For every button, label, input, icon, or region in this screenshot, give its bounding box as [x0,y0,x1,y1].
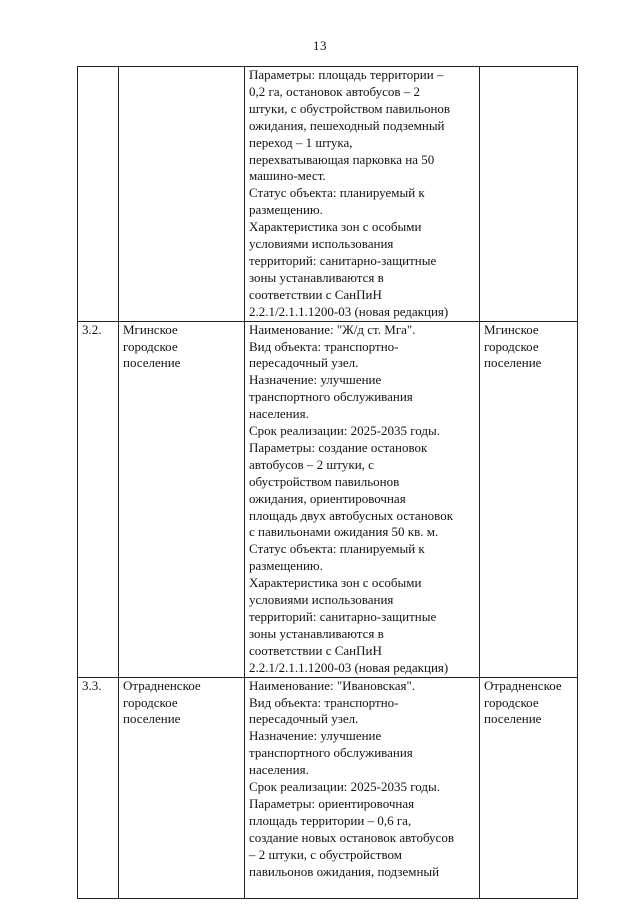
row-number-cell: 3.2. [78,321,119,677]
text-line: штуки, с обустройством павильонов [249,100,451,116]
text-line: Статус объекта: планируемый к [249,185,425,201]
text-line: Характеристика зон с особыми [249,575,422,591]
page-number: 13 [313,38,327,53]
text-line: Статус объекта: планируемый к [249,541,425,557]
text-line: пересадочный узел. [249,355,359,371]
text-line: ожидания, ориентировочная [249,490,406,506]
text-line: создание новых остановок автобусов [249,829,454,845]
text-line: соответствии с СанПиН [249,286,382,302]
text-line: Параметры: создание остановок [249,439,428,455]
text-line: переход – 1 штука, [249,134,353,150]
table-row [78,321,578,677]
text-line: Характеристика зон с особыми [249,219,422,235]
text-line: – 2 штуки, с обустройством [249,846,402,862]
text-line: зоны устанавливаются в [249,269,384,285]
text-line: Срок реализации: 2025-2035 годы. [249,423,440,439]
text-line: Мгинское [123,321,178,337]
text-line: Отрадненское [484,677,562,693]
text-line: павильонов ожидания, подземный [249,863,440,879]
location-cell [480,321,578,677]
text-line: машино-мест. [249,168,326,184]
text-line: городское [484,694,539,710]
text-line: транспортного обслуживания [249,745,413,761]
table-row [78,677,578,898]
text-line: Назначение: улучшение [249,372,382,388]
text-line: поселение [123,711,181,727]
text-line: транспортного обслуживания [249,389,413,405]
text-line: населения. [249,406,309,422]
text-line: территорий: санитарно-защитные [249,609,437,624]
text-line: зоны устанавливаются в [249,625,384,641]
text-line: условиями использования [249,236,394,252]
text-line: ожидания, пешеходный подземный [249,117,445,133]
location-cell [480,677,578,898]
text-line: Срок реализации: 2025-2035 годы. [249,779,440,795]
text-line: обустройством павильонов [249,473,400,489]
settlement-cell [119,321,245,677]
text-line: автобусов – 2 штуки, с [249,456,374,472]
text-line: Вид объекта: транспортно- [249,694,399,710]
description-cell [245,67,480,322]
text-line: Назначение: улучшение [249,728,382,744]
text-line: городское [123,338,178,354]
location-cell [480,67,578,322]
text-line: Наименование: "Ж/д ст. Мга". [249,321,416,337]
text-line: Наименование: "Ивановская". [249,677,415,693]
text-line: населения. [249,762,309,778]
text-line: соответствии с СанПиН [249,642,382,658]
row-number-cell: 3.3. [78,677,119,898]
text-line: пересадочный узел. [249,711,359,727]
settlement-cell [119,677,245,898]
text-line: Отрадненское [123,677,201,693]
text-line: поселение [123,355,181,371]
text-line: площадь территории – 0,6 га, [249,812,412,828]
text-line: размещению. [249,202,323,218]
text-line: Вид объекта: транспортно- [249,338,399,354]
table-row [78,67,578,322]
description-cell [245,321,480,677]
text-line: поселение [484,355,542,371]
text-line: Мгинское [484,321,539,337]
text-line: поселение [484,711,542,727]
text-line: 2.2.1/2.1.1.1200-03 (новая редакция) [249,303,449,319]
text-line: размещению. [249,558,323,574]
description-cell [245,677,480,898]
text-line: площадь двух автобусных остановок [249,507,454,523]
text-line: с павильонами ожидания 50 кв. м. [249,524,439,540]
text-line: перехватывающая парковка на 50 [249,151,435,167]
text-line: Параметры: ориентировочная [249,795,415,811]
text-line: городское [484,338,539,354]
text-line: городское [123,694,178,710]
row-number-cell [78,67,119,322]
objects-table [77,66,578,899]
text-line: территорий: санитарно-защитные [249,252,437,268]
text-line: Параметры: площадь территории – [249,67,444,82]
text-line: 2.2.1/2.1.1.1200-03 (новая редакция) [249,659,449,675]
text-line: условиями использования [249,592,394,608]
text-line: 0,2 га, остановок автобусов – 2 [249,83,420,99]
settlement-cell [119,67,245,322]
